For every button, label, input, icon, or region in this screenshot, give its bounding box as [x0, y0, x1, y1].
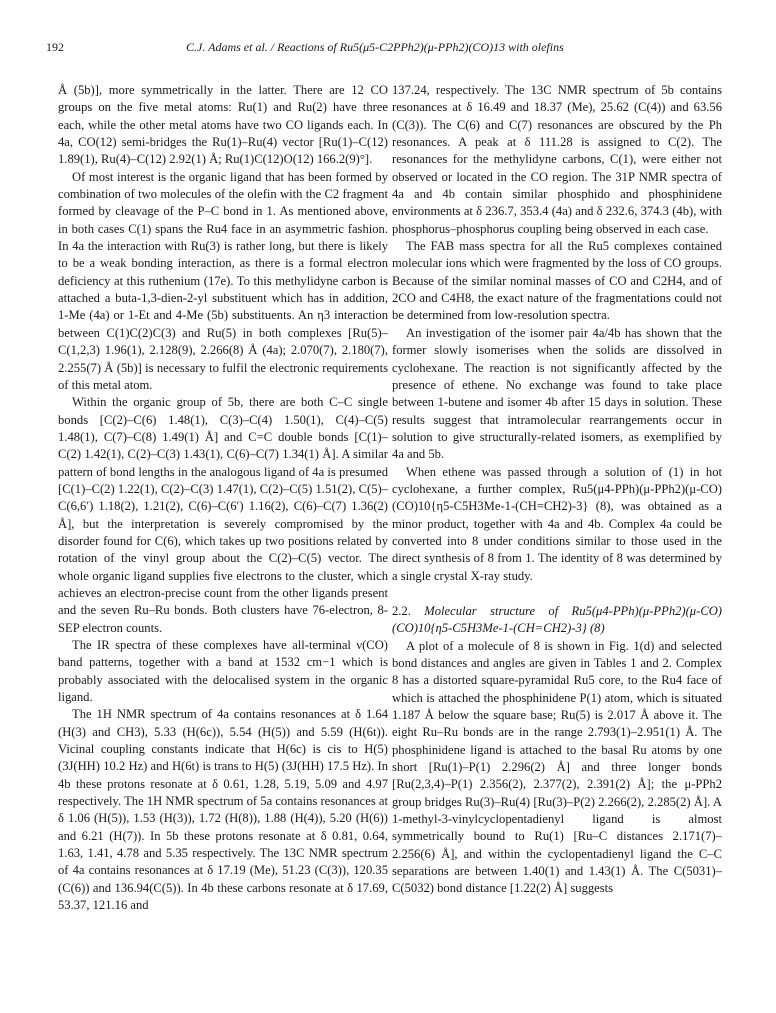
- paragraph: Within the organic group of 5b, there are both C–C single bonds [C(2)–C(6) 1.48(1), C(3)–C(4) 1.50(1), C(4)–C(5) 1.48(1), C(7)–C(8) 1.49(1) Å] and C=C double bonds [C(1)–C(2) 1.42(1), C(2)–C(3) 1.43(1), C(6)–C(7) 1.34(1) Å]. A similar pattern of bond lengths in the analogous ligand of 4a is presumed [C(1)–C(2) 1.22(1), C(2)–C(3) 1.47(1), C(2)–C(5) 1.51(2), C(5)–C(6,6′) 1.18(2), 1.21(2), C(6)–C(6′) 1.16(2), C(6)–C(7) 1.36(2) Å], but the interpretation is severely compromised by the disorder found for C(6), which takes up two positions related by rotation of the vinyl group about the C(2)–C(5) vector. The whole organic ligand supplies five electrons to the cluster, which achieves an electron-precise count from the other ligands present and the seven Ru–Ru bonds. Both clusters have 76-electron, 8-SEP electron counts.: [58, 395, 388, 635]
- paragraph: The 1H NMR spectrum of 4a contains resonances at δ 1.64 (H(3) and CH3), 5.33 (H(6c)), 5.54 (H(5)) and 5.59 (H(6t)). Vicinal coupling constants indicate that H(6c) is cis to H(5) (3J(HH) 10.2 Hz) and H(6t) is trans to H(5) (3J(HH) 17.5 Hz). In 4b these protons resonate at δ 0.61, 1.28, 5.19, 5.09 and 4.97 respectively. The 1H NMR spectrum of 5a contains resonances at δ 1.06 (H(5)), 1.53 (H(3)), 1.72 (H(8)), 1.88 (H(4)), 5.20 (H(6)) and 6.21 (H(7)). In 5b these protons resonate at δ 0.81, 0.64, 1.63, 1.41, 4.78 and 5.35 respectively. The 13C NMR spectrum of 4a contains resonances at δ 17.19 (Me), 51.23 (C(3)), 120.35 (C(6)) and 136.94(C(5)). In 4b these carbons resonate at δ 17.69, 53.37, 121.16 and: [58, 707, 388, 913]
- section-number: 2.2.: [392, 603, 411, 618]
- paragraph: An investigation of the isomer pair 4a/4b has shown that the former slowly isomerises when the solids are dissolved in cyclohexane. The reaction is not significantly affected by the presence of ethene. No exchange was found to take place between 1-butene and isomer 4b after 15 days in solution. These results suggest that intramolecular rearrangements occur in solution to give structurally-related isomers, as exemplified by 4a and 5b.: [392, 325, 722, 462]
- paragraph: Å (5b)], more symmetrically in the latter. There are 12 CO groups on the five metal atoms: Ru(1) and Ru(2) have three each, while the other metal atoms have two CO ligands each. In 4a, CO(12) semi-bridges the Ru(1)–Ru(4) vector [Ru(1)–C(12) 1.89(1), Ru(4)–C(12) 2.92(1) Å; Ru(1)C(12)O(12) 166.2(9)°].: [58, 83, 388, 167]
- section-heading: [392, 603, 722, 638]
- running-header: [46, 40, 736, 58]
- paragraph: Of most interest is the organic ligand that has been formed by combination of two molecules of the olefin with the C2 fragment formed by cleavage of the P–C bond in 1. As mentioned above, in both cases C(1) spans the Ru4 face in an asymmetric fashion. In 4a the interaction with Ru(3) is rather long, but there is likely to be a weak bonding interaction, as there is a formal electron deficiency at this ruthenium (17e). To this methylidyne carbon is attached a buta-1,3-dien-2-yl substituent which has in addition, 1-Me (4a) or 1-Et and 4-Me (5b) substituents. An η3 interaction between C(1)C(2)C(3) and Ru(5) in both complexes [Ru(5)–C(1,2,3) 1.96(1), 2.128(9), 2.266(8) Å (4a); 2.070(7), 2.180(7), 2.255(7) Å (5b)] is necessary to fulfil the electronic requirements of this metal atom.: [58, 169, 388, 392]
- paragraph: The FAB mass spectra for all the Ru5 complexes contained molecular ions which were fragmented by the loss of CO groups. Because of the similar nominal masses of CO and C2H4, and of 2CO and C4H8, the exact nature of the fragmentations could not be determined from low-resolution spectra.: [392, 239, 722, 323]
- left-column: [58, 82, 388, 915]
- page-number: 192: [46, 40, 64, 54]
- section-title: Molecular structure of Ru5(μ4-PPh)(μ-PPh2)(μ-CO)(CO)10{η5-C5H3Me-1-(CH=CH2)-3} (8): [392, 603, 723, 636]
- right-column: [392, 82, 722, 898]
- running-title: C.J. Adams et al. / Reactions of Ru5(μ5-C2PPh2)(μ-PPh2)(CO)13 with olefins: [186, 40, 564, 54]
- paragraph: 137.24, respectively. The 13C NMR spectrum of 5b contains resonances at δ 16.49 and 18.37 (Me), 25.62 (C(4)) and 63.56 (C(3)). The C(6) and C(7) resonances are obscured by the Ph resonances. A peak at δ 111.28 is assigned to C(2). The resonances for the methylidyne carbons, C(1), were either not observed or located in the CO region. The 31P NMR spectra of 4a and 4b contain similar phosphido and phosphinidene environments at δ 236.7, 353.4 (4a) and δ 232.6, 374.3 (4b), with phosphorus–phosphorus coupling being observed in each case.: [392, 83, 722, 236]
- paragraph: When ethene was passed through a solution of (1) in hot cyclohexane, a further complex, Ru5(μ4-PPh)(μ-PPh2)(μ-CO)(CO)10{η5-C5H3Me-1-(CH=CH2)-3} (8), was obtained as a minor product, together with 4a and 4b. Complex 4a could be converted into 8 under conditions similar to those used in the direct synthesis of 8 from 1. The identity of 8 was determined by a single crystal X-ray study.: [392, 464, 722, 583]
- paragraph: The IR spectra of these complexes have all-terminal ν(CO) band patterns, together with a band at 1532 cm−1 which is probably associated with the delocalised system in the organic ligand.: [58, 638, 388, 705]
- paragraph: A plot of a molecule of 8 is shown in Fig. 1(d) and selected bond distances and angles are given in Tables 1 and 2. Complex 8 has a distorted square-pyramidal Ru5 core, to the Ru4 face of which is attached the phosphinidene P(1) atom, which is situated 1.187 Å below the square base; Ru(5) is 2.017 Å above it. The eight Ru–Ru bonds are in the range 2.793(1)–2.951(1) Å. The phosphinidene ligand is attached to the basal Ru atoms by one short [Ru(1)–P(1) 2.296(2) Å] and three longer bonds [Ru(2,3,4)–P(1) 2.356(2), 2.377(2), 2.391(2) Å]; the μ-PPh2 group bridges Ru(3)–Ru(4) [Ru(3)–P(2) 2.266(2), 2.285(2) Å]. A 1-methyl-3-vinylcyclopentadienyl ligand is almost symmetrically bound to Ru(1) [Ru–C distances 2.171(7)–2.256(6) Å], and within the cyclopentadienyl ligand the C–C separations are between 1.40(1) and 1.43(1) Å. The C(5031)–C(5032) bond distance [1.22(2) Å] suggests: [392, 638, 722, 896]
